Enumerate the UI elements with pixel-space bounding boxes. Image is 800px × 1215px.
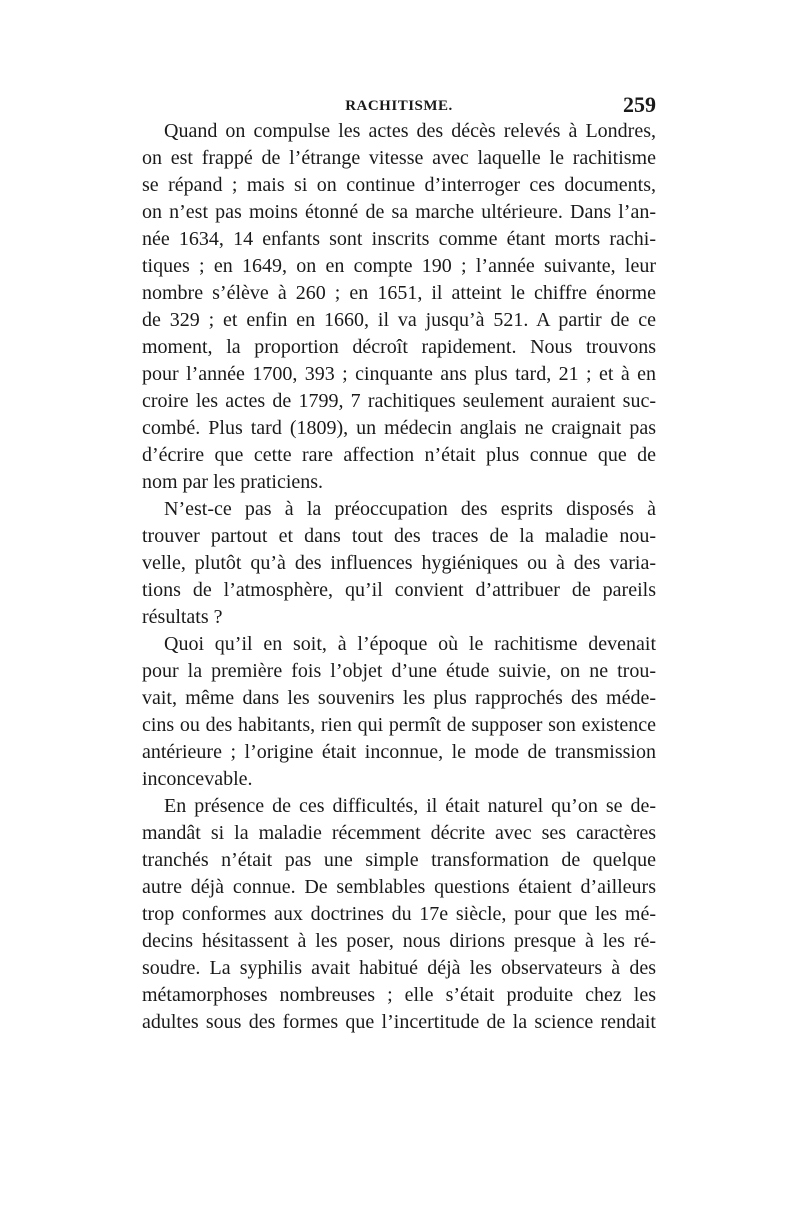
text-line: résultats ?	[142, 606, 223, 628]
text-line: tranchés n’était pas une simple transformation de quelque	[142, 849, 656, 871]
text-line: nom par les praticiens.	[142, 471, 324, 493]
text-line: Quand on compulse les actes des décès relevés à Londres,	[164, 120, 656, 142]
text-line: antérieure ; l’origine était inconnue, le mode de transmission	[142, 741, 656, 763]
text-line: velle, plutôt qu’à des influences hygiéniques ou à des varia-	[142, 552, 656, 574]
text-line: on n’est pas moins étonné de sa marche ultérieure. Dans l’an-	[142, 201, 656, 223]
text-line: croire les actes de 1799, 7 rachitiques seulement auraient suc-	[142, 390, 656, 412]
text-line: vait, même dans les souvenirs les plus rapprochés des méde-	[142, 687, 656, 709]
text-line: métamorphoses nombreuses ; elle s’était produite chez les	[142, 984, 656, 1006]
text-line: de 329 ; et enfin en 1660, il va jusqu’à 521. A partir de ce	[142, 309, 656, 331]
text-line: N’est-ce pas à la préoccupation des esprits disposés à	[164, 498, 656, 520]
text-line: decins hésitassent à les poser, nous dirions presque à les ré-	[142, 930, 656, 952]
text-line: tions de l’atmosphère, qu’il convient d’attribuer de pareils	[142, 579, 656, 601]
text-line: Quoi qu’il en soit, à l’époque où le rachitisme devenait	[164, 633, 656, 655]
text-line: trop conformes aux doctrines du 17e siècle, pour que les mé-	[142, 903, 656, 925]
text-line: mandât si la maladie récemment décrite avec ses caractères	[142, 822, 656, 844]
text-line: moment, la proportion décroît rapidement. Nous trouvons	[142, 336, 656, 358]
text-line: inconcevable.	[142, 768, 253, 790]
body-text	[142, 118, 656, 1036]
text-line: pour l’année 1700, 393 ; cinquante ans plus tard, 21 ; et à en	[142, 363, 656, 385]
text-line: adultes sous des formes que l’incertitude de la science rendait	[142, 1011, 656, 1033]
running-head	[142, 94, 656, 116]
text-line: trouver partout et dans tout des traces de la maladie nou-	[142, 525, 656, 547]
text-line: tiques ; en 1649, on en compte 190 ; l’année suivante, leur	[142, 255, 656, 277]
page-number: 259	[623, 92, 656, 117]
running-title: RACHITISME.	[345, 98, 453, 114]
text-line: combé. Plus tard (1809), un médecin anglais ne craignait pas	[142, 417, 656, 439]
text-line: pour la première fois l’objet d’une étude suivie, on ne trou-	[142, 660, 656, 682]
text-line: se répand ; mais si on continue d’interroger ces documents,	[142, 174, 656, 196]
text-line: En présence de ces difficultés, il était naturel qu’on se de-	[164, 795, 656, 817]
text-line: autre déjà connue. De semblables questions étaient d’ailleurs	[142, 876, 656, 898]
text-line: née 1634, 14 enfants sont inscrits comme étant morts rachi-	[142, 228, 656, 250]
text-line: cins ou des habitants, rien qui permît de supposer son existence	[142, 714, 656, 736]
text-line: on est frappé de l’étrange vitesse avec laquelle le rachitisme	[142, 147, 656, 169]
text-line: d’écrire que cette rare affection n’était plus connue que de	[142, 444, 656, 466]
text-line: nombre s’élève à 260 ; en 1651, il atteint le chiffre énorme	[142, 282, 656, 304]
text-line: soudre. La syphilis avait habitué déjà les observateurs à des	[142, 957, 656, 979]
